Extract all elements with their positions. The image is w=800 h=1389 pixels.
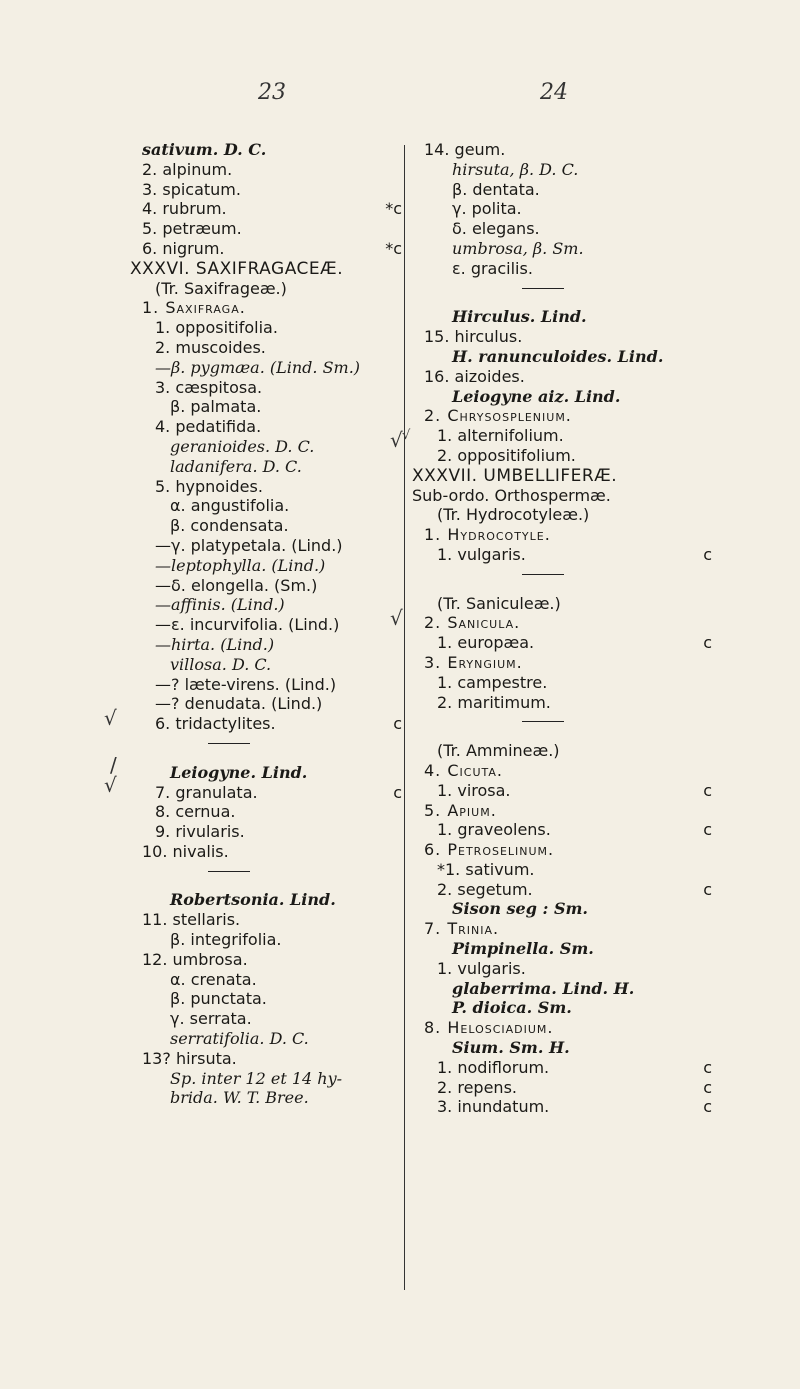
frequency-mark: c	[703, 633, 712, 653]
entry-line	[130, 802, 402, 822]
entry-text: Pimpinella. Sm.	[452, 939, 594, 959]
entry-line	[412, 446, 712, 466]
section-rule	[412, 721, 712, 741]
entry-line	[412, 693, 712, 713]
entry-line	[412, 140, 712, 160]
entry-text: (Tr. Saniculeæ.)	[437, 593, 561, 613]
entry-line	[412, 1018, 712, 1038]
entry-text: ε. gracilis.	[452, 258, 533, 278]
entry-text: 1. campestre.	[437, 672, 548, 692]
rule-line	[522, 288, 564, 289]
entry-line	[412, 307, 712, 327]
entry-text: 13? hirsuta.	[142, 1048, 237, 1068]
entry-line	[412, 259, 712, 279]
entry-text: XXXVI. SAXIFRAGACEÆ.	[130, 258, 344, 279]
entry-line	[412, 653, 712, 673]
frequency-mark: c	[703, 544, 712, 564]
entry-line	[130, 822, 402, 842]
entry-line	[130, 950, 402, 970]
entry-line	[130, 595, 402, 615]
entry-line	[412, 525, 712, 545]
entry-line	[130, 675, 402, 695]
margin-check-europaea: √	[390, 606, 403, 630]
entry-line	[130, 930, 402, 950]
entry-line	[130, 1069, 402, 1089]
entry-text: serratifolia. D. C.	[170, 1029, 309, 1049]
right-column	[412, 140, 712, 1117]
entry-line	[412, 860, 712, 880]
entry-line	[130, 397, 402, 417]
frequency-mark: c	[703, 1097, 712, 1117]
entry-line	[412, 613, 712, 633]
entry-text: 1. Saxifraga.	[142, 298, 246, 318]
entry-text: 2. oppositifolium.	[437, 445, 576, 465]
entry-text: Sub-ordo. Orthospermæ.	[412, 485, 611, 505]
entry-text: Leiogyne. Lind.	[170, 762, 308, 782]
entry-line	[412, 840, 712, 860]
entry-line	[412, 466, 712, 486]
entry-line	[130, 635, 402, 655]
frequency-mark: c	[703, 1057, 712, 1077]
entry-line	[130, 160, 402, 180]
entry-text: 7. Trinia.	[424, 919, 500, 939]
entry-text: 4. Cicuta.	[424, 760, 503, 780]
entry-text: 5. hypnoides.	[155, 476, 263, 496]
entry-text: 1. vulgaris.	[437, 958, 526, 978]
rule-line	[522, 721, 564, 722]
entry-text: 1. europæa.	[437, 633, 535, 653]
entry-line	[130, 556, 402, 576]
entry-text: H. ranunculoides. Lind.	[452, 346, 664, 366]
entry-text: 6. nigrum.	[142, 238, 225, 258]
entry-text: (Tr. Ammineæ.)	[437, 741, 560, 761]
entry-line	[412, 633, 712, 653]
frequency-mark: c	[393, 714, 402, 734]
rule-line	[208, 871, 250, 872]
entry-text: ladanifera. D. C.	[170, 456, 302, 476]
entry-line	[412, 741, 712, 761]
margin-check-tridactylites: √	[104, 706, 117, 730]
frequency-mark: c	[703, 820, 712, 840]
entry-text: 3. inundatum.	[437, 1097, 550, 1117]
entry-line	[130, 378, 402, 398]
entry-line	[130, 298, 402, 318]
entry-text: 15. hirculus.	[424, 327, 523, 347]
entry-line	[130, 842, 402, 862]
entry-line	[412, 1038, 712, 1058]
entry-text: 12. umbrosa.	[142, 949, 248, 969]
entry-text: Hirculus. Lind.	[452, 307, 587, 327]
entry-line	[130, 615, 402, 635]
entry-text: 8. Helosciadium.	[424, 1018, 554, 1038]
entry-line	[130, 576, 402, 596]
entry-text: 6. Petroselinum.	[424, 840, 555, 860]
entry-line	[412, 998, 712, 1018]
frequency-mark: c	[703, 780, 712, 800]
entry-text: δ. elegans.	[452, 219, 540, 239]
entry-text: β. integrifolia.	[170, 930, 282, 950]
entry-line	[412, 545, 712, 565]
rule-line	[208, 743, 250, 744]
entry-line	[130, 279, 402, 299]
entry-text: 1. Hydrocotyle.	[424, 525, 551, 545]
entry-text: sativum. D. C.	[142, 140, 267, 159]
entry-text: 4. pedatifida.	[155, 417, 262, 437]
entry-line	[412, 1078, 712, 1098]
entry-line	[130, 694, 402, 714]
entry-text: 3. cæspitosa.	[155, 377, 263, 397]
entry-line	[130, 989, 402, 1009]
frequency-mark: *c	[385, 238, 402, 258]
section-rule	[130, 743, 402, 763]
entry-line	[412, 979, 712, 999]
entry-text: 2. Sanicula.	[424, 613, 521, 633]
entry-line	[412, 919, 712, 939]
entry-line	[412, 1058, 712, 1078]
entry-line	[412, 367, 712, 387]
entry-line	[130, 890, 402, 910]
entry-line	[130, 259, 402, 279]
entry-line	[130, 338, 402, 358]
entry-text: umbrosa, β. Sm.	[452, 238, 584, 258]
entry-text: Sium. Sm. H.	[452, 1038, 570, 1058]
margin-slash-leiogyne: /	[110, 753, 117, 777]
entry-line	[130, 477, 402, 497]
entry-text: 16. aizoides.	[424, 366, 525, 386]
entry-line	[130, 763, 402, 783]
entry-text: villosa. D. C.	[170, 654, 272, 674]
entry-line	[412, 880, 712, 900]
entry-line	[412, 239, 712, 259]
entry-line	[412, 939, 712, 959]
entry-line	[130, 536, 402, 556]
entry-text: β. dentata.	[452, 179, 540, 199]
entry-line	[412, 219, 712, 239]
frequency-mark: c	[393, 782, 402, 802]
entry-text: brida. W. T. Bree.	[170, 1088, 309, 1108]
entry-line	[412, 426, 712, 446]
entry-line	[130, 140, 402, 160]
entry-text: γ. polita.	[452, 199, 522, 219]
entry-line	[130, 1009, 402, 1029]
entry-text: 1. alternifolium.	[437, 426, 564, 446]
entry-text: Sp. inter 12 et 14 hy-	[170, 1068, 343, 1088]
entry-line	[412, 406, 712, 426]
entry-line	[412, 199, 712, 219]
entry-text: 2. Chrysosplenium.	[424, 406, 572, 426]
entry-text: geranioides. D. C.	[170, 436, 315, 456]
entry-text: 5. petræum.	[142, 219, 242, 239]
entry-text: Sison seg : Sm.	[452, 899, 588, 919]
entry-text: XXXVII. UMBELLIFERÆ.	[412, 465, 618, 486]
entry-text: 11. stellaris.	[142, 910, 241, 930]
entry-line	[130, 714, 402, 734]
entry-line	[412, 505, 712, 525]
entry-text: P. dioica. Sm.	[452, 998, 572, 1018]
entry-line	[412, 160, 712, 180]
entry-line	[130, 318, 402, 338]
entry-line	[130, 1049, 402, 1069]
entry-line	[412, 820, 712, 840]
entry-text: 9. rivularis.	[155, 822, 245, 842]
frequency-mark: *c	[385, 199, 402, 219]
entry-line	[412, 327, 712, 347]
entry-text: (Tr. Saxifrageæ.)	[155, 278, 287, 298]
frequency-mark: c	[703, 879, 712, 899]
entry-text: 4. rubrum.	[142, 199, 227, 219]
left-column	[130, 140, 402, 1108]
entry-text: *1. sativum.	[437, 859, 535, 879]
entry-line	[130, 970, 402, 990]
entry-line	[130, 358, 402, 378]
entry-text: 1. virosa.	[437, 780, 511, 800]
entry-text: β. punctata.	[170, 989, 267, 1009]
entry-line	[412, 959, 712, 979]
entry-text: γ. serrata.	[170, 1009, 252, 1029]
entry-line	[130, 437, 402, 457]
entry-text: 8. cernua.	[155, 802, 236, 822]
entry-line	[412, 781, 712, 801]
entry-line	[412, 801, 712, 821]
entry-text: —ε. incurvifolia. (Lind.)	[155, 615, 340, 635]
entry-line	[130, 655, 402, 675]
entry-line	[412, 1097, 712, 1117]
entry-text: —δ. elongella. (Sm.)	[155, 575, 318, 595]
entry-text: 2. segetum.	[437, 879, 533, 899]
entry-text: 10. nivalis.	[142, 841, 229, 861]
entry-line	[412, 486, 712, 506]
entry-text: 3. Eryngium.	[424, 652, 523, 672]
entry-text: 7. granulata.	[155, 782, 258, 802]
entry-text: Leiogyne aiz. Lind.	[452, 386, 621, 406]
entry-line	[130, 516, 402, 536]
entry-text: 2. muscoides.	[155, 337, 266, 357]
entry-text: 1. graveolens.	[437, 820, 551, 840]
entry-text: α. crenata.	[170, 969, 257, 989]
page-number-left: 23	[258, 80, 286, 105]
entry-line	[412, 180, 712, 200]
frequency-mark: c	[703, 1077, 712, 1097]
entry-text: 2. maritimum.	[437, 692, 551, 712]
section-rule	[130, 871, 402, 891]
entry-line	[412, 347, 712, 367]
entry-line	[412, 594, 712, 614]
entry-line	[412, 673, 712, 693]
entry-text: —hirta. (Lind.)	[155, 634, 275, 654]
entry-text: β. palmata.	[170, 397, 262, 417]
entry-line	[130, 239, 402, 259]
entry-line	[130, 180, 402, 200]
entry-text: —? denudata. (Lind.)	[155, 694, 323, 714]
entry-line	[130, 457, 402, 477]
column-divider	[404, 145, 405, 1290]
entry-text: Robertsonia. Lind.	[170, 890, 336, 910]
margin-check-granulata: √	[104, 773, 117, 797]
margin-check-oppositifolium: √	[390, 428, 403, 452]
entry-text: 6. tridactylites.	[155, 714, 276, 734]
entry-text: —leptophylla. (Lind.)	[155, 555, 326, 575]
entry-text: α. angustifolia.	[170, 496, 290, 516]
entry-text: glaberrima. Lind. H.	[452, 978, 635, 998]
entry-text: 5. Apium.	[424, 800, 497, 820]
entry-line	[130, 910, 402, 930]
entry-line	[130, 1029, 402, 1049]
entry-text: β. condensata.	[170, 516, 289, 536]
entry-text: 2. repens.	[437, 1077, 517, 1097]
entry-line	[130, 496, 402, 516]
rule-line	[522, 574, 564, 575]
entry-text: 1. vulgaris.	[437, 544, 526, 564]
page-number-right: 24	[540, 80, 568, 105]
entry-text: 14. geum.	[424, 140, 506, 159]
margin-tick-oppositifolium: √	[402, 428, 411, 443]
entry-text: —affinis. (Lind.)	[155, 595, 285, 615]
entry-line	[130, 783, 402, 803]
entry-line	[412, 899, 712, 919]
section-rule	[412, 574, 712, 594]
entry-line	[130, 199, 402, 219]
entry-text: —γ. platypetala. (Lind.)	[155, 535, 343, 555]
entry-text: 3. spicatum.	[142, 179, 241, 199]
entry-text: —? læte-virens. (Lind.)	[155, 674, 337, 694]
entry-text: 1. oppositifolia.	[155, 318, 278, 338]
entry-text: 2. alpinum.	[142, 159, 233, 179]
entry-text: 1. nodiflorum.	[437, 1057, 550, 1077]
entry-line	[412, 387, 712, 407]
entry-text: —β. pygmæa. (Lind. Sm.)	[155, 357, 361, 377]
entry-line	[130, 1088, 402, 1108]
entry-line	[412, 761, 712, 781]
entry-line	[130, 219, 402, 239]
section-rule	[412, 288, 712, 308]
entry-text: hirsuta, β. D. C.	[452, 159, 579, 179]
entry-line	[130, 417, 402, 437]
entry-text: (Tr. Hydrocotyleæ.)	[437, 505, 590, 525]
